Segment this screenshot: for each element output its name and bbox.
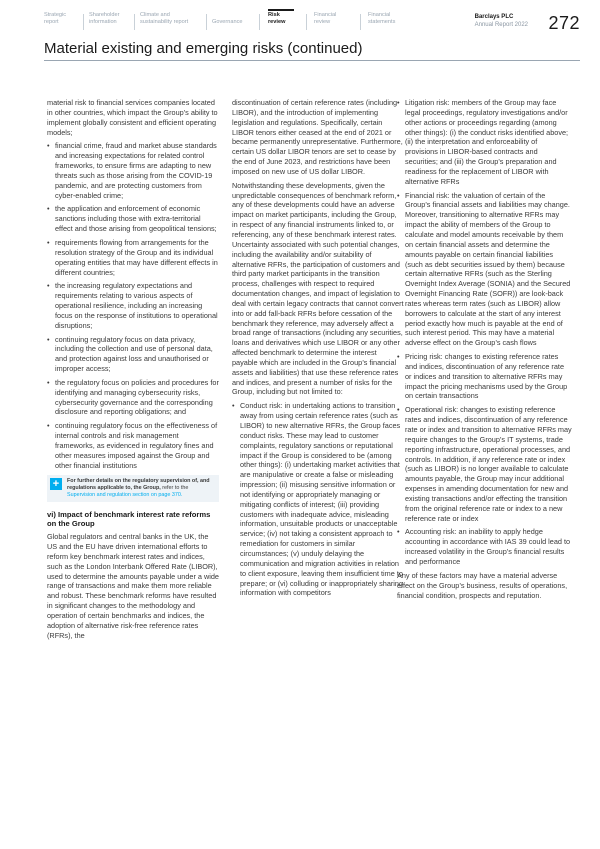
nav-tab-governance[interactable] <box>212 12 242 26</box>
section-heading: vi) Impact of benchmark interest rate reforms on the Group <box>47 509 211 529</box>
nav-tab-line2: review <box>314 19 331 25</box>
nav-tab-risk-review[interactable] <box>268 12 285 26</box>
list-item: • the increasing regulatory expectations and requirements relating to various aspects of operational resilience, including an increasing focus on the response of institutions to operational disruptions; <box>47 281 219 330</box>
cross-reference-note <box>47 475 219 502</box>
list-item: • Accounting risk: an inability to apply hedge accounting in accordance with IAS 39 could lead to increased volatility in the Group’s financial results and performance <box>397 527 572 566</box>
list-item: • requirements flowing from arrangements for the resolution strategy of the Group and its individual operating entities that may have different effects in different countries; <box>47 238 219 277</box>
column-3 <box>397 98 572 604</box>
list-item: • Pricing risk: changes to existing reference rates and indices, discontinuation of any reference rate or indices and transition to alternative RFRs may impact the pricing mechanisms used by the Group on certain transactions <box>397 352 572 401</box>
nav-divider <box>360 14 361 30</box>
title-divider <box>44 60 580 61</box>
list-item: • financial crime, fraud and market abuse standards and increasing expectations for related control frameworks, to ensure firms are adapting to new threats such as those arising from the COVID-19 pandemic, and are protecting customers from cyber-enabled crime; <box>47 141 219 200</box>
nav-tab-line2: review <box>268 19 286 25</box>
note-bold-text: For further details on the regulatory supervision of, and regulations applicable to, the Group, <box>67 477 210 491</box>
nav-tab-line2: information <box>89 19 117 25</box>
nav-tab-line2: sustainability report <box>140 19 189 25</box>
report-name: Annual Report 2022 <box>474 21 528 28</box>
brand-block <box>475 14 528 29</box>
note-text: refer to the <box>160 484 189 491</box>
column-1 <box>47 98 219 645</box>
nav-tab-line1: Financial <box>368 12 391 18</box>
nav-divider <box>306 14 307 30</box>
supervision-regulation-link[interactable]: Supervision and regulation section on page 370. <box>67 491 183 498</box>
list-item: • the application and enforcement of economic sanctions including those with extra-territorial effect and those arising from geopolitical tensions; <box>47 204 219 234</box>
nav-divider <box>259 14 260 30</box>
column-2 <box>232 98 404 602</box>
brand-name: Barclays PLC <box>474 14 514 20</box>
paragraph: Any of these factors may have a material adverse effect on the Group’s business, results of operations, financial condition, prospects and reputation. <box>397 570 568 600</box>
plus-icon: + <box>50 478 62 490</box>
nav-tab-line1: Shareholder <box>89 12 120 18</box>
nav-tab-line1: Climate and <box>140 12 170 18</box>
nav-divider <box>206 14 207 30</box>
page-title: Material existing and emerging risks (continued) <box>44 40 363 57</box>
nav-tab-line2: report <box>44 19 59 25</box>
paragraph: Notwithstanding these developments, given the unpredictable consequences of benchmark reform, any of these developments could have an adverse impact on market participants, including the Group, in respect of any financial instruments linked to, or referencing, any of these benchmark interest rates. Uncertainty associated with such potential changes, including the availability and/or suitability of alternative RFRs, the participation of customers and third party market participants in the transition process, challenges with respect to required documentation changes, and impact of legislation to deal with certain legacy contracts that cannot convert into or add fall-back RFRs before cessation of the benchmark they reference, may adversely affect a broad range of transactions (including any securities, loans and derivatives which use LIBOR or any other affected benchmark to determine the interest payable which are included in the Group’s financial assets and liabilities) that use these reference rates and indices, and present a number of risks for the Group, including but not limited to: <box>232 180 404 397</box>
paragraph: Global regulators and central banks in the UK, the US and the EU have driven international efforts to reform key benchmark interest rates and indices, such as the London Interbank Offered Rate (LIBOR), used to determine the amounts payable under a wide range of transactions and make them more reliable and robust. These benchmark reforms have resulted in significant changes to the methodology and operation of certain benchmarks and indices, the adoption of alternative risk-free reference rates (RFRs), the <box>47 532 219 640</box>
top-navigation <box>44 12 580 38</box>
nav-tab-line1: Financial <box>314 12 337 18</box>
nav-tab-line1: Strategic <box>44 12 67 18</box>
paragraph: discontinuation of certain reference rates (including LIBOR), and the introduction of implementing legislation and regulations. Specifically, certain LIBOR tenors either ceased at the end of 2021 or became permanently unrepresentative. Furthermore, certain US dollar LIBOR tenors are set to cease by the end of June 2023, and restrictions have been imposed on new use of US dollar LIBOR. <box>232 98 403 176</box>
nav-tab-line1: Risk <box>268 12 280 18</box>
nav-divider <box>134 14 135 30</box>
list-item: • Conduct risk: in undertaking actions to transition away from using certain reference rates (such as LIBOR) to new alternative RFRs, the Group faces conduct risks. These may lead to customer complaints, regulatory sanctions or reputational impact if the Group is considered to be (among other things): (i) undertaking market activities that are manipulative or create a false or misleading impression; (ii) misusing sensitive information or not identifying or appropriately managing or mitigating conflicts of interest; (iii) providing customers with inadequate advice, misleading information, unsuitable products or unacceptable service; (iv) not taking a consistent approach to remediation for customers in similar circumstances; (v) unduly delaying the communication and migration activities in relation to client exposure, leaving them insufficient time to prepare; or (vi) colluding or inappropriately sharing information with competitors <box>232 401 404 598</box>
nav-tab-line2: Governance <box>212 19 243 25</box>
list-item: • the regulatory focus on policies and procedures for identifying and managing cybersecurity risks, cybersecurity governance and the corresponding disclosure and reporting obligations; and <box>47 378 219 417</box>
list-item: • continuing regulatory focus on the effectiveness of internal controls and risk management frameworks, as evidenced in regulatory fines and other measures imposed against the Group and other financial institutions <box>47 421 219 470</box>
nav-tab-financial-statements[interactable] <box>368 12 395 26</box>
nav-tab-strategic-report[interactable] <box>44 12 66 26</box>
nav-tab-line2: statements <box>368 19 396 25</box>
list-item: • Financial risk: the valuation of certain of the Group’s financial assets and liabilities may change. Moreover, transitioning to alternative RFRs may impact the ability of members of the Group to calculate and model amounts receivable by them on certain financial assets and determine the amounts payable on certain financial liabilities (such as debt securities issued by them) because certain alternative RFRs (such as the Sterling Overnight Index Average (SONIA) and the Secured Overnight Financing Rate (SOFR)) are look-back rates whereas term rates (such as LIBOR) allow borrowers to calculate at the start of any interest period exactly how much is payable at the end of such interest period. This may have a material adverse effect on the Group’s cash flows <box>397 191 572 349</box>
nav-divider <box>83 14 84 30</box>
list-item: • Operational risk: changes to existing reference rates and indices, discontinuation of any reference rate or index and transition to alternative RFRs may require changes to the Group’s IT systems, trade reporting infrastructure, operational processes, and controls. In addition, if any reference rate or index (such as LIBOR) is no longer available to calculate amounts payable, the Group may incur additional expenses in amending documentation for new and existing transactions and/or effecting the transition from the original reference rate or index to a new reference rate or index <box>397 405 572 523</box>
nav-tab-financial-review[interactable] <box>314 12 336 26</box>
list-item: • Litigation risk: members of the Group may face legal proceedings, regulatory investigations and/or other actions or proceedings regarding (among other things): (i) the conduct risks identified above; (ii) the interpretation and enforceability of provisions in LIBOR-based contracts and securities; and (iii) the Group’s preparation and readiness for the replacement of LIBOR with alternative RFRs <box>397 98 572 187</box>
nav-tab-shareholder-information[interactable] <box>89 12 119 26</box>
nav-tab-climate-sustainability[interactable] <box>140 12 188 26</box>
page-number: 272 <box>548 13 580 33</box>
list-item: • continuing regulatory focus on data privacy, including the collection and use of personal data, and protection against loss and unauthorised or improper access; <box>47 335 219 374</box>
continued-paragraph: material risk to financial services companies located in other countries, which impact the Group’s ability to implement globally consistent and efficient operating models; <box>47 98 218 137</box>
